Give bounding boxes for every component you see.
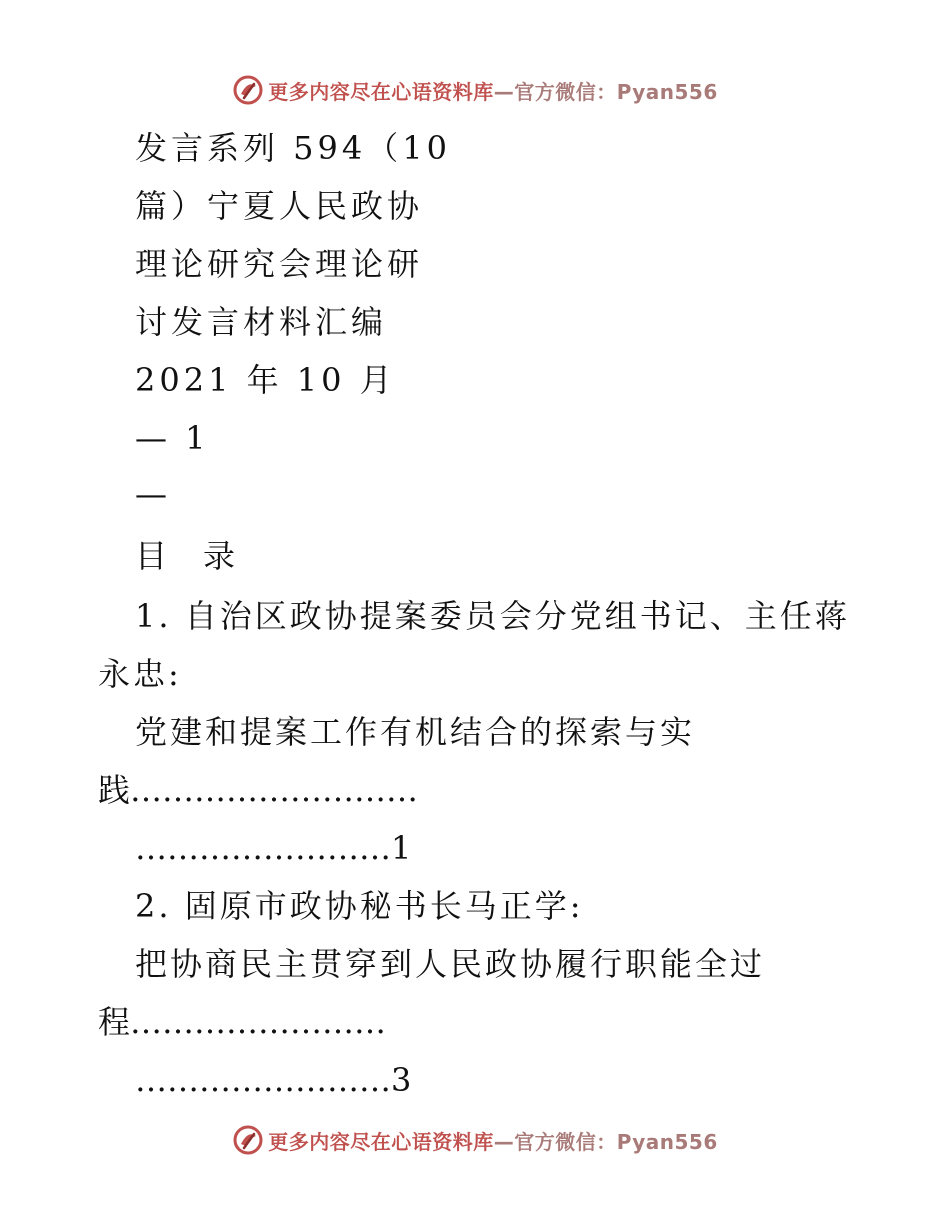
header-watermark — [0, 70, 950, 110]
toc-entry-2-page: ……………………3 — [135, 1061, 412, 1099]
toc-entry-1-author-line-1: 1. 自治区政协提案委员会分党组书记、主任蒋 — [135, 597, 850, 635]
footer-watermark — [0, 1120, 950, 1160]
toc-entry-1-author-line-2: 永忠: — [98, 655, 182, 693]
watermark-text — [268, 1126, 718, 1155]
toc-heading-second: 录 — [203, 537, 236, 575]
swirl-logo-icon — [232, 1124, 264, 1156]
toc-heading — [135, 536, 235, 576]
toc-entry-1-title-line-2: 践……………………… — [98, 771, 419, 809]
toc-entry-2-title-line-2: 程…………………… — [98, 1003, 387, 1041]
toc-entry-2-author-line-1: 2. 固原市政协秘书长马正学: — [135, 887, 584, 925]
title-line-2: 篇）宁夏人民政协 — [135, 187, 424, 225]
title-line-3: 理论研究会理论研 — [135, 245, 424, 283]
watermark-tail: —官方微信：Pyan556 — [493, 1129, 718, 1154]
watermark-tail: —官方微信：Pyan556 — [493, 79, 718, 104]
title-line-4: 讨发言材料汇编 — [135, 303, 388, 341]
page-number-line-2: — — [135, 475, 171, 513]
toc-entry-1-page: ……………………1 — [135, 829, 412, 867]
title-line-1: 发言系列 594（10 — [135, 129, 451, 167]
page-number-line-1: — 1 — [135, 419, 210, 457]
watermark-main: 更多内容尽在心语资料库 — [268, 1129, 494, 1154]
document-date: 2021 年 10 月 — [135, 361, 396, 399]
watermark-text — [268, 76, 718, 105]
toc-entry-2-title-line-1: 把协商民主贯穿到人民政协履行职能全过 — [135, 945, 766, 983]
toc-entry-1-title-line-1: 党建和提案工作有机结合的探索与实 — [135, 713, 696, 751]
toc-heading-first: 目 — [135, 537, 168, 575]
swirl-logo-icon — [232, 74, 264, 106]
watermark-main: 更多内容尽在心语资料库 — [268, 79, 494, 104]
